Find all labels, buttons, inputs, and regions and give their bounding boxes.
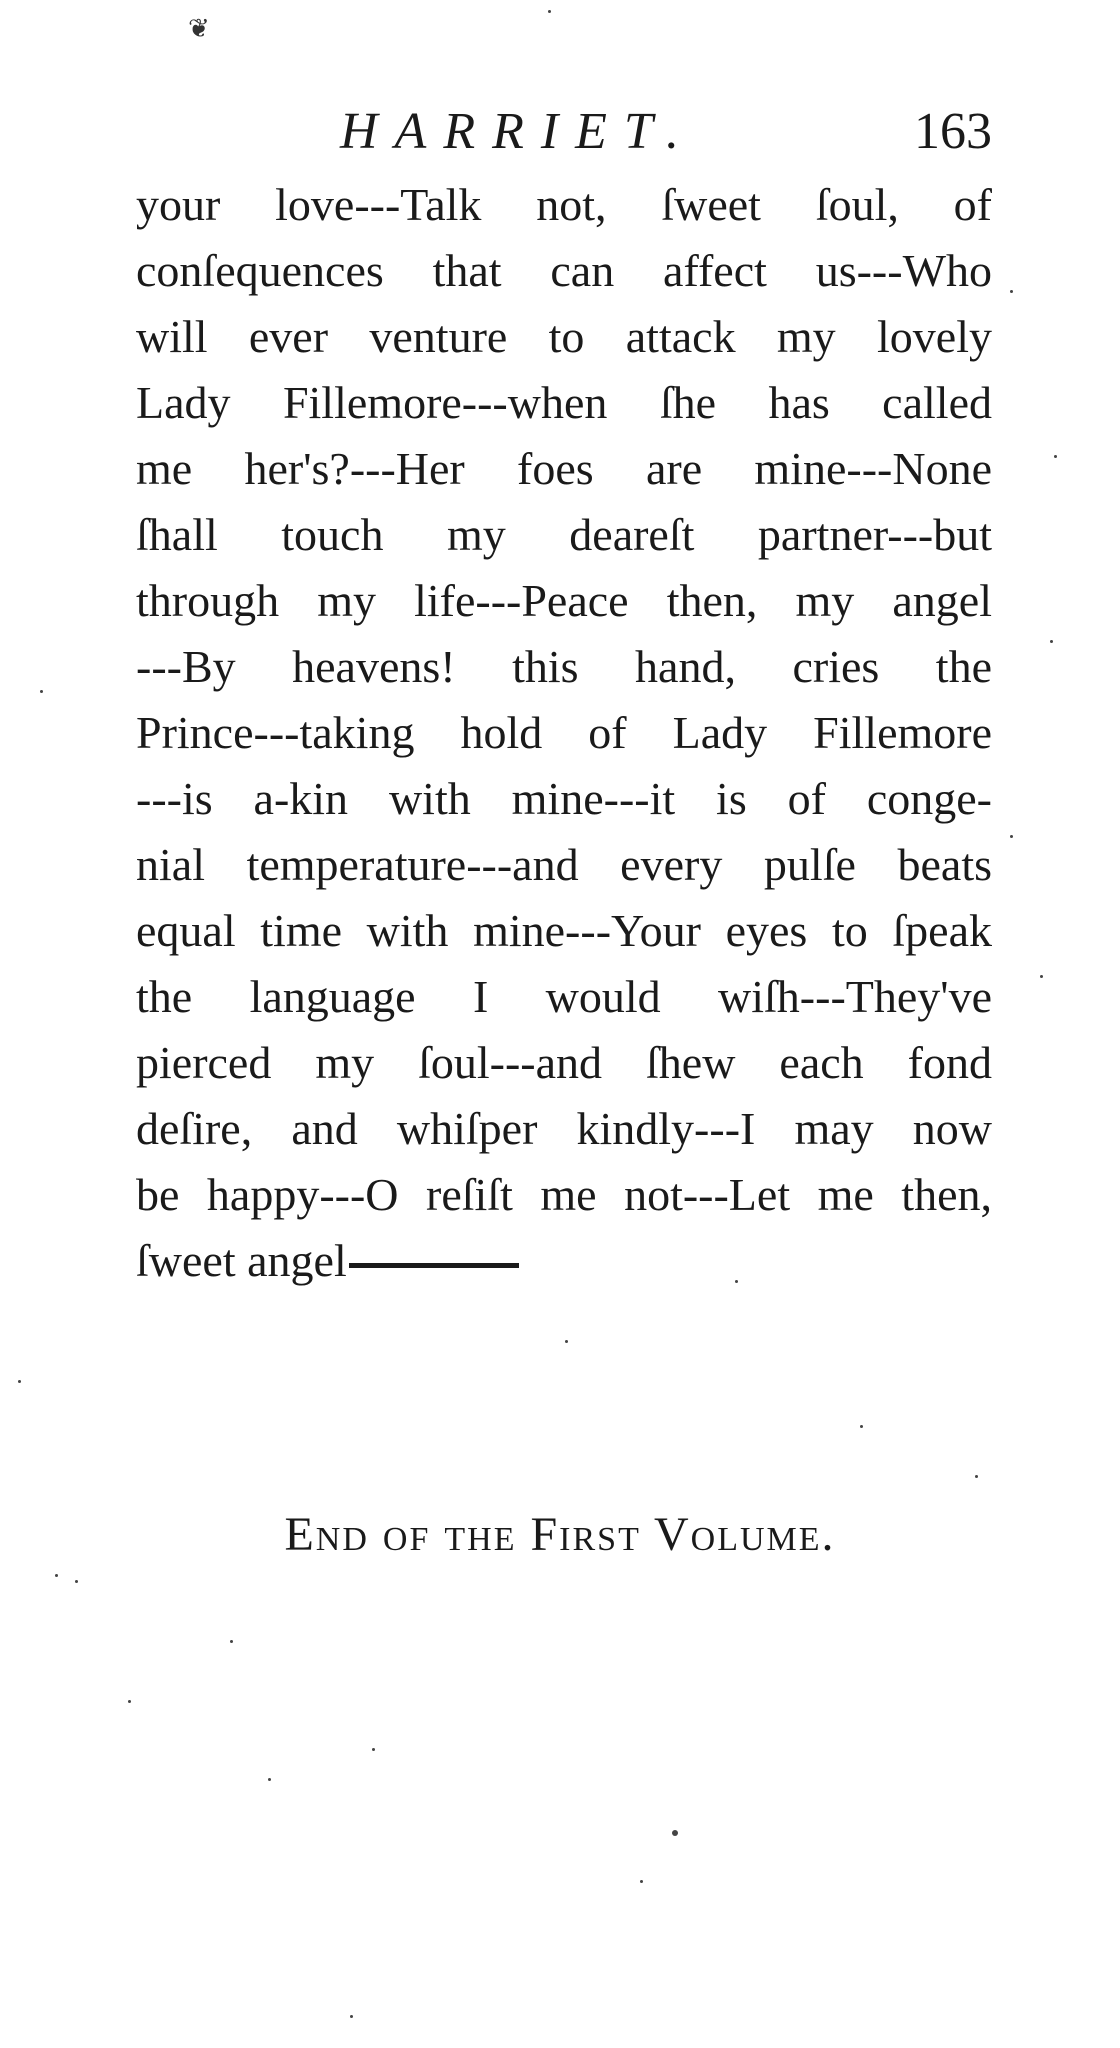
running-title: HARRIET. (340, 103, 696, 160)
scan-speck (40, 690, 43, 693)
text-line-final-words: ſweet angel (136, 1235, 347, 1286)
printer-ornament-icon: ❦ (188, 14, 210, 43)
running-head (340, 92, 1000, 172)
scan-speck (860, 1425, 863, 1428)
text-line: Prince---taking hold of Lady Fillemore (136, 707, 992, 758)
scan-speck (1010, 290, 1013, 293)
scan-speck (1050, 640, 1053, 643)
scan-speck (1010, 835, 1013, 838)
text-line: be happy---O reſiſt me not---Let me then, (136, 1169, 992, 1220)
text-line: me her's?---Her foes are mine---None (136, 443, 992, 494)
text-line: will ever venture to attack my lovely (136, 311, 992, 362)
text-line-last (136, 1228, 992, 1294)
scan-speck (75, 1580, 78, 1583)
page-number: 163 (914, 103, 992, 160)
scan-speck (1054, 455, 1057, 458)
text-line: through my life---Peace then, my angel (136, 575, 992, 626)
text-line: pierced my ſoul---and ſhew each fond (136, 1037, 992, 1088)
text-line: deſire, and whiſper kindly---I may now (136, 1103, 992, 1154)
scan-speck (55, 1574, 58, 1577)
scan-speck (372, 1748, 375, 1751)
text-line: your love---Talk not, ſweet ſoul, of (136, 179, 992, 230)
scan-speck (128, 1700, 131, 1703)
volume-end-caption: End of the First Volume. (284, 1508, 836, 1561)
scan-speck (640, 1880, 643, 1883)
text-line: conſequences that can affect us---Who (136, 245, 992, 296)
text-line: ---By heavens! this hand, cries the (136, 641, 992, 692)
text-line: the language I would wiſh---They've (136, 971, 992, 1022)
scan-speck (565, 1340, 568, 1343)
scan-speck (975, 1475, 978, 1478)
end-dash-rule (349, 1263, 519, 1268)
scan-speck (1040, 975, 1043, 978)
scan-speck (268, 1778, 271, 1781)
scan-speck (672, 1830, 678, 1836)
text-line: ſhall touch my deareſt partner---but (136, 509, 992, 560)
text-line: ---is a-kin with mine---it is of conge- (136, 773, 992, 824)
scan-speck (735, 1280, 738, 1283)
body-text (136, 172, 992, 1294)
scan-speck (548, 10, 551, 13)
text-line: equal time with mine---Your eyes to ſpeak (136, 905, 992, 956)
scan-speck (350, 2015, 353, 2018)
text-line: nial temperature---and every pulſe beats (136, 839, 992, 890)
scan-speck (18, 1380, 21, 1383)
scan-speck (230, 1640, 233, 1643)
text-line: Lady Fillemore---when ſhe has called (136, 377, 992, 428)
